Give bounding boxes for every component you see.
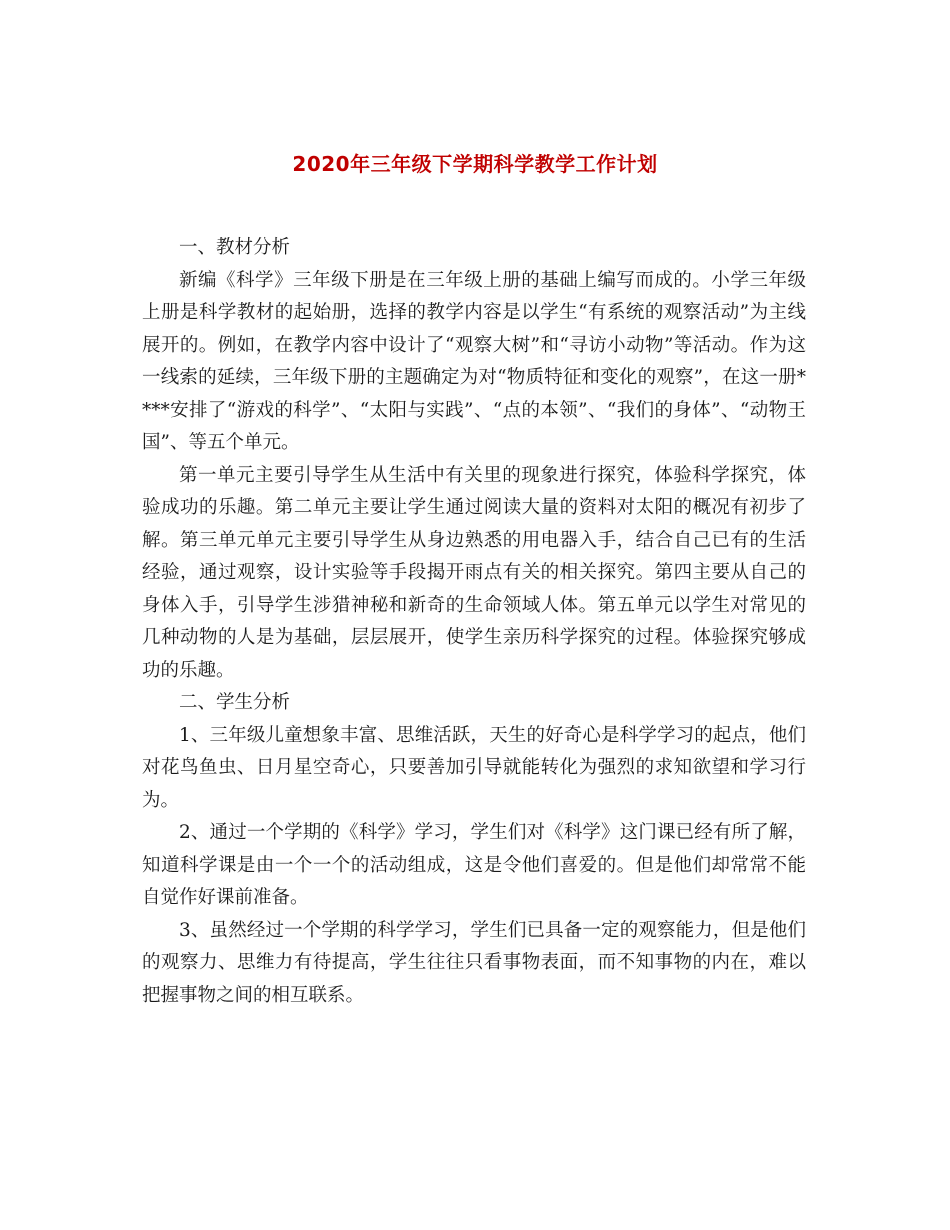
document-body bbox=[142, 232, 806, 1012]
document-title: 2020年三年级下学期科学教学工作计划 bbox=[292, 152, 658, 176]
section-heading-textbook-analysis: 一、教材分析 bbox=[179, 237, 291, 258]
paragraph-textbook-overview: 新编《科学》三年级下册是在三年级上册的基础上编写而成的。小学三年级上册是科学教材的起始册，选择的教学内容是以学生“有系统的观察活动”为主线展开的。例如，在教学内容中设计了“观察大树”和“寻访小动物”等活动。作为这一线索的延续，三年级下册的主题确定为对“物质特征和变化的观察”，在这一册****安排了“游戏的科学”、“太阳与实践”、“点的本领”、“我们的身体”、“动物王国”、等五个单元。 bbox=[142, 269, 806, 453]
paragraph-student-point-3: 3、虽然经过一个学期的科学学习，学生们已具备一定的观察能力，但是他们的观察力、思维力有待提高，学生往往只看事物表面，而不知事物的内在，难以把握事物之间的相互联系。 bbox=[142, 919, 806, 1006]
paragraph-student-point-2: 2、通过一个学期的《科学》学习，学生们对《科学》这门课已经有所了解，知道科学课是由一个一个的活动组成，这是令他们喜爱的。但是他们却常常不能自觉作好课前准备。 bbox=[142, 822, 806, 908]
paragraph-unit-summary: 第一单元主要引导学生从生活中有关里的现象进行探究，体验科学探究，体验成功的乐趣。第二单元主要让学生通过阅读大量的资料对太阳的概况有初步了解。第三单元单元主要引导学生从身边熟悉的用电器入手，结合自己已有的生活经验，通过观察，设计实验等手段揭开雨点有关的相关探究。第四主要从自己的身体入手，引导学生涉猎神秘和新奇的生命领域人体。第五单元以学生对常见的几种动物的人是为基础，层层展开，使学生亲历科学探究的过程。体验探究够成功的乐趣。 bbox=[142, 464, 806, 681]
section-heading-student-analysis: 二、学生分析 bbox=[179, 692, 291, 713]
paragraph-student-point-1: 1、三年级儿童想象丰富、思维活跃，天生的好奇心是科学学习的起点，他们对花鸟鱼虫、日月星空奇心，只要善加引导就能转化为强烈的求知欲望和学习行为。 bbox=[142, 724, 806, 811]
